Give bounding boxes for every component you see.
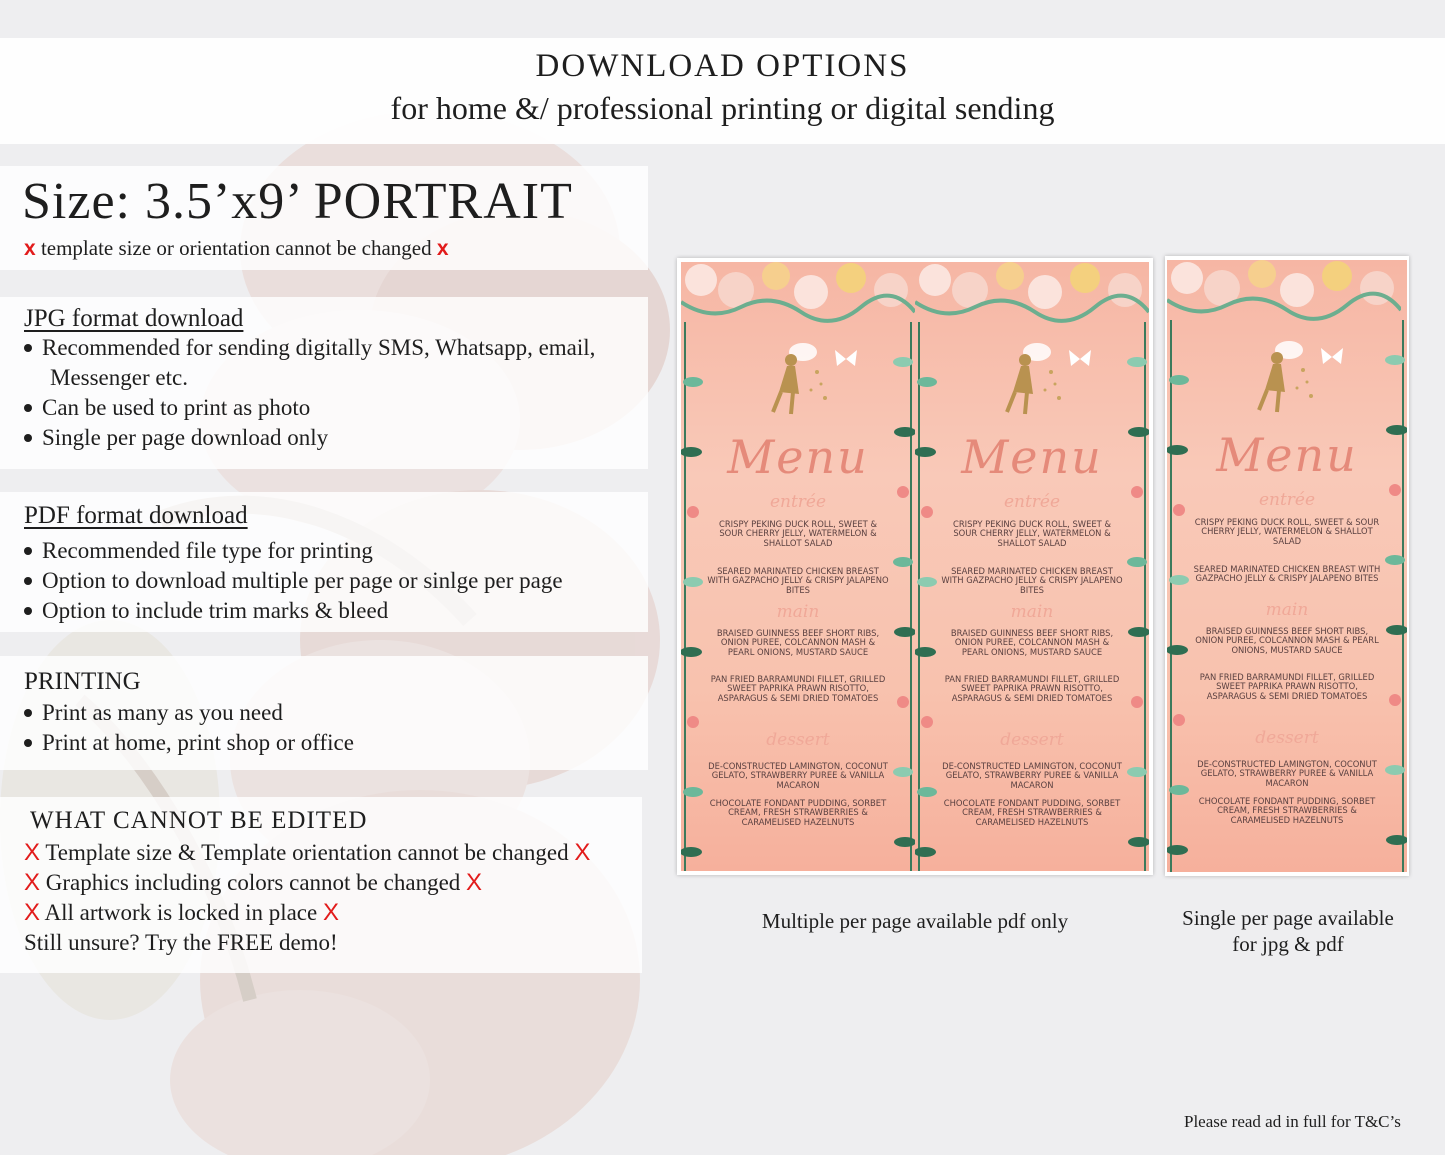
size-note-text: template size or orientation cannot be changed: [40, 236, 432, 260]
bullet-icon: [24, 709, 32, 717]
dish: BRAISED GUINNESS BEEF SHORT RIBS, ONION PUREE, COLCANNON MASH & PEARL ONIONS, MUSTARD SAUCE: [1195, 626, 1379, 655]
header-subtitle: for home &/ professional printing or digital sending: [390, 90, 1055, 126]
list-item: X Template size & Template orientation cannot be changed X: [24, 839, 591, 866]
jpg-panel: [0, 297, 648, 469]
menu-heading: Menu: [1216, 428, 1358, 482]
course-title: main: [1265, 600, 1309, 620]
size-note: [24, 236, 449, 261]
single-per-page-preview: [1165, 256, 1409, 876]
dish: PAN FRIED BARRAMUNDI FILLET, GRILLED SWEET PAPRIKA PRAWN RISOTTO, ASPARAGUS & SEMI DRIED TOMATOES: [1199, 672, 1375, 701]
dish: DE-CONSTRUCTED LAMINGTON, COCONUT GELATO, STRAWBERRY PUREE & VANILLA MACARON: [708, 761, 888, 790]
printing-list: [24, 698, 354, 758]
list-item: Option to include trim marks & bleed: [24, 596, 563, 626]
dish: SEARED MARINATED CHICKEN BREAST WITH GAZPACHO JELLY & CRISPY JALAPENO BITES: [941, 566, 1123, 595]
printing-title: PRINTING: [24, 668, 141, 695]
dish: CHOCOLATE FONDANT PUDDING, SORBET CREAM, FRESH STRAWBERRIES & CARAMELISED HAZELNUTS: [943, 798, 1121, 827]
x-mark-icon: X: [24, 839, 41, 866]
leaf-border-icon: [681, 322, 707, 871]
cannot-edit-panel: [0, 797, 642, 973]
leaf-border-icon: [1381, 320, 1407, 872]
fairy-icon: [1237, 330, 1327, 420]
pdf-panel: [0, 492, 648, 632]
menu-card: [681, 262, 915, 871]
list-item: Print as many as you need: [24, 698, 354, 728]
single-caption: [1150, 905, 1426, 957]
course-title: main: [776, 602, 820, 622]
x-mark-icon: x: [436, 237, 449, 260]
bullet-icon: [24, 739, 32, 747]
single-caption-line: for jpg & pdf: [1232, 932, 1344, 956]
dish: BRAISED GUINNESS BEEF SHORT RIBS, ONION PUREE, COLCANNON MASH & PEARL ONIONS, MUSTARD SAUCE: [950, 628, 1114, 657]
size-panel: [0, 166, 648, 270]
course-title: dessert: [1000, 730, 1064, 750]
jpg-list: [24, 333, 595, 453]
leaf-border-icon: [915, 322, 941, 871]
dish: CHOCOLATE FONDANT PUDDING, SORBET CREAM, FRESH STRAWBERRIES & CARAMELISED HAZELNUTS: [1198, 796, 1376, 825]
course-title: main: [1010, 602, 1054, 622]
cannot-edit-list: [24, 838, 590, 958]
course-title: dessert: [1255, 728, 1319, 748]
dish: PAN FRIED BARRAMUNDI FILLET, GRILLED SWEET PAPRIKA PRAWN RISOTTO, ASPARAGUS & SEMI DRIED TOMATOES: [710, 674, 886, 703]
bullet-icon: [24, 344, 32, 352]
dish: CRISPY PEKING DUCK ROLL, SWEET & SOUR CHERRY JELLY, WATERMELON & SHALLOT SALAD: [953, 519, 1111, 548]
butterfly-icon: [1317, 342, 1347, 372]
pdf-list: [24, 536, 563, 626]
pdf-title: PDF format download: [24, 502, 248, 529]
list-item: X All artwork is locked in place X: [24, 899, 339, 926]
list-item: Option to download multiple per page or sinlge per page: [24, 566, 563, 596]
butterfly-icon: [831, 344, 861, 374]
floral-top-border-icon: [681, 262, 915, 332]
dish: DE-CONSTRUCTED LAMINGTON, COCONUT GELATO, STRAWBERRY PUREE & VANILLA MACARON: [1197, 759, 1377, 788]
menu-card: [915, 262, 1149, 871]
menu-heading: Menu: [727, 430, 869, 484]
demo-note: Still unsure? Try the FREE demo!: [24, 930, 338, 955]
x-mark-icon: X: [322, 899, 339, 926]
x-mark-icon: X: [24, 899, 41, 926]
single-caption-line: Single per page available: [1182, 906, 1394, 930]
size-title: Size: 3.5’x9’ PORTRAIT: [22, 173, 573, 230]
bullet-icon: [24, 434, 32, 442]
dish: SEARED MARINATED CHICKEN BREAST WITH GAZPACHO JELLY & CRISPY JALAPENO BITES: [1193, 564, 1381, 584]
dish: BRAISED GUINNESS BEEF SHORT RIBS, ONION PUREE, COLCANNON MASH & PEARL ONIONS, MUSTARD SAUCE: [716, 628, 880, 657]
course-title: entrée: [769, 492, 827, 512]
butterfly-icon: [1065, 344, 1095, 374]
x-mark-icon: x: [24, 237, 36, 260]
fairy-icon: [751, 332, 841, 422]
list-item: Messenger etc.: [50, 365, 188, 390]
menu-card: [1167, 260, 1407, 872]
dish: PAN FRIED BARRAMUNDI FILLET, GRILLED SWEET PAPRIKA PRAWN RISOTTO, ASPARAGUS & SEMI DRIED TOMATOES: [944, 674, 1120, 703]
header-band: [0, 38, 1445, 144]
x-mark-icon: X: [24, 869, 41, 896]
cannot-edit-title: WHAT CANNOT BE EDITED: [30, 807, 368, 834]
floral-top-border-icon: [1167, 260, 1401, 330]
leaf-border-icon: [889, 322, 915, 871]
header-title: DOWNLOAD OPTIONS: [535, 48, 910, 84]
menu-heading: Menu: [961, 430, 1103, 484]
dish: CHOCOLATE FONDANT PUDDING, SORBET CREAM, FRESH STRAWBERRIES & CARAMELISED HAZELNUTS: [709, 798, 887, 827]
multi-caption: Multiple per page available pdf only: [761, 909, 1069, 933]
list-item: Can be used to print as photo: [24, 393, 595, 423]
leaf-border-icon: [1123, 322, 1149, 871]
list-item: Print at home, print shop or office: [24, 728, 354, 758]
footer-note: Please read ad in full for T&C’s: [1184, 1112, 1401, 1131]
bullet-icon: [24, 547, 32, 555]
leaf-border-icon: [1167, 320, 1193, 872]
course-title: entrée: [1003, 492, 1061, 512]
x-mark-icon: X: [574, 839, 591, 866]
dish: CRISPY PEKING DUCK ROLL, SWEET & SOUR CHERRY JELLY, WATERMELON & SHALLOT SALAD: [719, 519, 877, 548]
x-mark-icon: X: [466, 869, 483, 896]
printing-panel: [0, 656, 648, 770]
list-item: Single per page download only: [24, 423, 595, 453]
dish: DE-CONSTRUCTED LAMINGTON, COCONUT GELATO, STRAWBERRY PUREE & VANILLA MACARON: [942, 761, 1122, 790]
fairy-icon: [985, 332, 1075, 422]
list-item: X Graphics including colors cannot be changed X: [24, 869, 483, 896]
dish: SEARED MARINATED CHICKEN BREAST WITH GAZPACHO JELLY & CRISPY JALAPENO BITES: [707, 566, 889, 595]
bullet-icon: [24, 577, 32, 585]
jpg-title: JPG format download: [24, 305, 244, 332]
bullet-icon: [24, 404, 32, 412]
bullet-icon: [24, 607, 32, 615]
list-item: Recommended file type for printing: [24, 536, 563, 566]
floral-top-border-icon: [915, 262, 1149, 332]
course-title: dessert: [766, 730, 830, 750]
list-item: Recommended for sending digitally SMS, Whatsapp, email,: [24, 333, 595, 363]
dish: CRISPY PEKING DUCK ROLL, SWEET & SOUR CHERRY JELLY, WATERMELON & SHALLOT SALAD: [1194, 517, 1380, 546]
multi-per-page-preview: [677, 258, 1153, 875]
course-title: entrée: [1258, 490, 1316, 510]
